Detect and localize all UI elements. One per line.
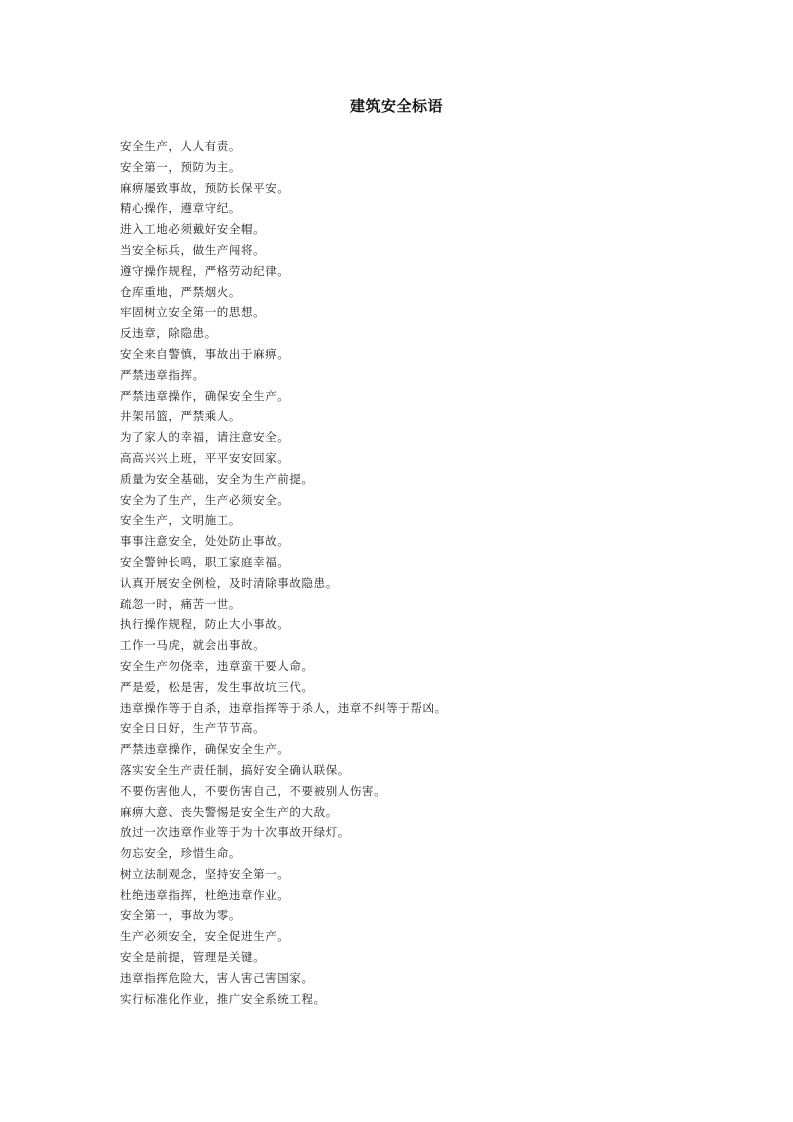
- slogan-line: 仓库重地，严禁烟火。: [120, 284, 241, 299]
- slogan-line: 安全警钟长鸣，职工家庭幸福。: [120, 554, 290, 569]
- slogan-line: 认真开展安全例检，及时清除事故隐患。: [120, 575, 338, 590]
- slogan-line: 事事注意安全，处处防止事故。: [120, 534, 290, 549]
- slogan-line: 质量为安全基础，安全为生产前提。: [120, 471, 314, 486]
- slogan-line: 安全为了生产，生产必须安全。: [120, 492, 290, 507]
- slogan-line: 安全来自警慎，事故出于麻痹。: [120, 346, 290, 361]
- slogan-line: 安全生产勿侥幸，违章蛮干要人命。: [120, 658, 314, 673]
- slogan-line: 勿忘安全，珍惜生命。: [120, 846, 241, 861]
- slogan-line: 精心操作，遵章守纪。: [120, 201, 241, 216]
- slogan-line: 安全是前提，管理是关键。: [120, 950, 266, 965]
- slogan-line: 为了家人的幸福，请注意安全。: [120, 430, 290, 445]
- slogan-list: [120, 136, 447, 1009]
- slogan-line: 杜绝违章指挥，杜绝违章作业。: [120, 887, 290, 902]
- document-title: 建筑安全标语: [349, 97, 443, 115]
- slogan-line: 进入工地必须戴好安全帽。: [120, 222, 266, 237]
- slogan-line: 当安全标兵，做生产闯将。: [120, 242, 266, 257]
- slogan-line: 树立法制观念，坚持安全第一。: [120, 866, 290, 881]
- slogan-line: 严禁违章操作，确保安全生产。: [120, 742, 290, 757]
- slogan-line: 井架吊篮，严禁乘人。: [120, 409, 241, 424]
- slogan-line: 牢固树立安全第一的思想。: [120, 305, 266, 320]
- slogan-line: 安全生产，人人有责。: [120, 139, 241, 153]
- slogan-line: 放过一次违章作业等于为十次事故开绿灯。: [120, 825, 350, 840]
- slogan-line: 违章操作等于自杀，违章指挥等于杀人，违章不纠等于帮凶。: [120, 700, 447, 715]
- slogan-line: 执行操作规程，防止大小事故。: [120, 617, 290, 632]
- slogan-line: 严禁违章操作，确保安全生产。: [120, 388, 290, 403]
- slogan-line: 工作一马虎，就会出事故。: [120, 638, 266, 653]
- slogan-line: 高高兴兴上班，平平安安回家。: [120, 450, 290, 465]
- slogan-line: 严禁违章指挥。: [120, 367, 205, 382]
- slogan-line: 实行标准化作业，推广安全系统工程。: [120, 991, 326, 1006]
- slogan-line: 安全生产，文明施工。: [120, 513, 241, 528]
- slogan-line: 疏忽一时，痛苦一世。: [120, 596, 241, 611]
- slogan-line: 麻痹屡致事故，预防长保平安。: [120, 180, 290, 195]
- slogan-line: 安全第一，预防为主。: [120, 159, 241, 174]
- slogan-line: 生产必须安全，安全促进生产。: [120, 929, 290, 944]
- slogan-line: 反违章，除隐患。: [120, 326, 217, 341]
- slogan-line: 安全第一，事故为零。: [120, 908, 241, 923]
- slogan-line: 落实安全生产责任制，搞好安全确认联保。: [120, 762, 350, 777]
- slogan-line: 安全日日好，生产节节高。: [120, 721, 266, 736]
- slogan-line: 遵守操作规程，严格劳动纪律。: [120, 263, 290, 278]
- slogan-line: 麻痹大意、丧失警惕是安全生产的大敌。: [120, 804, 338, 819]
- slogan-line: 不要伤害他人，不要伤害自己，不要被别人伤害。: [120, 783, 387, 798]
- slogan-line: 违章指挥危险大，害人害己害国家。: [120, 970, 314, 985]
- slogan-line: 严是爱，松是害，发生事故坑三代。: [120, 679, 314, 694]
